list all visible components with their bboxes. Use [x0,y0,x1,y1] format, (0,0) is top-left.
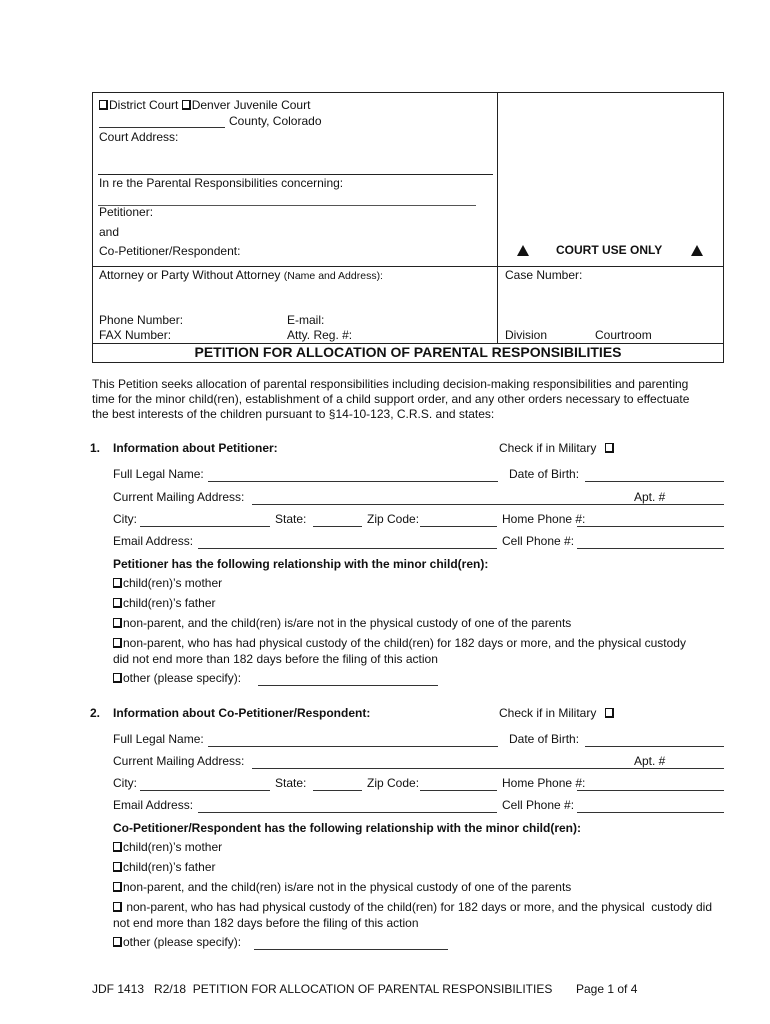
other-field[interactable] [254,949,448,950]
name-line [98,205,476,206]
co-petitioner-label: Co-Petitioner/Respondent: [99,244,241,258]
email-field[interactable] [198,548,497,549]
court-type-options [99,98,310,112]
cell-label: Cell Phone #: [502,534,575,548]
divider [497,92,498,343]
city-label: City: [113,512,137,526]
attorney-label: Attorney or Party Without Attorney [99,268,281,282]
phone-label: Phone Number: [99,313,184,327]
cell-field[interactable] [577,548,724,549]
relationship-heading: Petitioner has the following relationship with the minor child(ren): [113,557,489,571]
state-label: State: [275,512,307,526]
full-name-field[interactable] [208,481,498,482]
military-checkbox[interactable] [605,443,614,453]
city-field[interactable] [140,526,270,527]
intro-line: time for the minor child(ren), establishment of a child support order, and any other orders necessary to effectuate [92,392,690,406]
city-field[interactable] [140,790,270,791]
home-phone-label: Home Phone #: [502,776,586,790]
intro-line: This Petition seeks allocation of parental responsibilities including decision-making responsibilities and parenting [92,377,689,391]
option-checkbox[interactable] [113,618,122,628]
option-non-parent-custody-cont: not end more than 182 days before the filing of this action [113,916,419,930]
state-field[interactable] [313,526,362,527]
section-title: Information about Petitioner: [113,441,278,455]
option-checkbox[interactable] [113,902,122,912]
cell-field[interactable] [577,812,724,813]
court-use-only-label: COURT USE ONLY [556,243,663,257]
relationship-heading: Co-Petitioner/Respondent has the following relationship with the minor child(ren): [113,821,582,835]
atty-reg-label: Atty. Reg. #: [287,328,353,342]
footer-form-id: JDF 1413 R2/18 PETITION FOR ALLOCATION OF PARENTAL RESPONSIBILITIES [92,982,553,996]
option-checkbox[interactable] [113,862,122,872]
intro-line: the best interests of the children pursuant to §14-10-123, C.R.S. and states: [92,407,495,421]
courtroom-label: Courtroom [595,328,652,342]
option-checkbox[interactable] [113,673,122,683]
address-label: Current Mailing Address: [113,490,245,504]
email-label: Email Address: [113,798,194,812]
section-petitioner [0,441,770,691]
dob-field[interactable] [585,481,724,482]
section-number: 2. [90,706,101,720]
home-phone-label: Home Phone #: [502,512,586,526]
division-label: Division [505,328,548,342]
fax-label: FAX Number: [99,328,172,342]
full-name-label: Full Legal Name: [113,467,204,481]
address-field[interactable] [252,504,724,505]
section-co-petitioner [0,706,770,956]
apt-label: Apt. # [634,490,666,504]
home-phone-field[interactable] [577,790,724,791]
zip-field[interactable] [420,526,497,527]
divider [92,92,724,93]
in-re-label: In re the Parental Responsibilities concerning: [99,176,344,190]
option-father: child(ren)’s father [123,596,216,610]
zip-label: Zip Code: [367,776,420,790]
option-non-parent-custody: non-parent, who has had physical custody of the child(ren) for 182 days or more, and the physical custody did [123,900,712,914]
section-number: 1. [90,441,101,455]
option-other: other (please specify): [123,935,242,949]
option-checkbox[interactable] [113,598,122,608]
email-label: E-mail: [287,313,325,327]
option-other: other (please specify): [123,671,242,685]
page-number: Page 1 of 4 [576,982,638,996]
court-address-label: Court Address: [99,130,179,144]
dob-label: Date of Birth: [509,732,580,746]
address-field[interactable] [252,768,724,769]
option-checkbox[interactable] [113,638,122,648]
petitioner-label: Petitioner: [99,205,154,219]
state-field[interactable] [313,790,362,791]
divider [723,92,724,363]
military-checkbox[interactable] [605,708,614,718]
zip-label: Zip Code: [367,512,420,526]
arrow-up-icon [517,245,529,256]
denver-juvenile-checkbox[interactable] [182,100,191,110]
email-field[interactable] [198,812,497,813]
apt-label: Apt. # [634,754,666,768]
option-checkbox[interactable] [113,882,122,892]
cell-label: Cell Phone #: [502,798,575,812]
option-father: child(ren)’s father [123,860,216,874]
option-mother: child(ren)’s mother [123,576,223,590]
district-court-label: District Court [109,98,179,112]
option-checkbox[interactable] [113,937,122,947]
option-non-parent-custody-cont: did not end more than 182 days before the filing of this action [113,652,438,666]
section-title: Information about Co-Petitioner/Respondent: [113,706,371,720]
option-checkbox[interactable] [113,842,122,852]
military-label: Check if in Military [499,441,597,455]
option-non-parent: non-parent, and the child(ren) is/are not in the physical custody of one of the parents [123,880,572,894]
full-name-field[interactable] [208,746,498,747]
attorney-note: (Name and Address): [283,270,383,282]
page-title: PETITION FOR ALLOCATION OF PARENTAL RESPONSIBILITIES [194,344,622,360]
dob-field[interactable] [585,746,724,747]
other-field[interactable] [258,685,438,686]
address-label: Current Mailing Address: [113,754,245,768]
email-label: Email Address: [113,534,194,548]
home-phone-field[interactable] [577,526,724,527]
option-non-parent-custody: non-parent, who has had physical custody of the child(ren) for 182 days or more, and the physical custody [123,636,686,650]
case-number-label: Case Number: [505,268,583,282]
dob-label: Date of Birth: [509,467,580,481]
city-label: City: [113,776,137,790]
option-checkbox[interactable] [113,578,122,588]
and-label: and [99,225,120,239]
divider [92,92,93,363]
divider [92,362,724,363]
state-label: State: [275,776,307,790]
denver-juvenile-label: Denver Juvenile Court [191,98,311,112]
military-label: Check if in Military [499,706,597,720]
divider [98,174,493,175]
option-non-parent: non-parent, and the child(ren) is/are not in the physical custody of one of the parents [123,616,572,630]
option-mother: child(ren)’s mother [123,840,223,854]
county-field[interactable] [99,127,225,128]
arrow-up-icon [691,245,703,256]
divider [92,266,724,267]
zip-field[interactable] [420,790,497,791]
district-court-checkbox[interactable] [99,100,108,110]
county-label: County, Colorado [229,114,322,128]
full-name-label: Full Legal Name: [113,732,204,746]
